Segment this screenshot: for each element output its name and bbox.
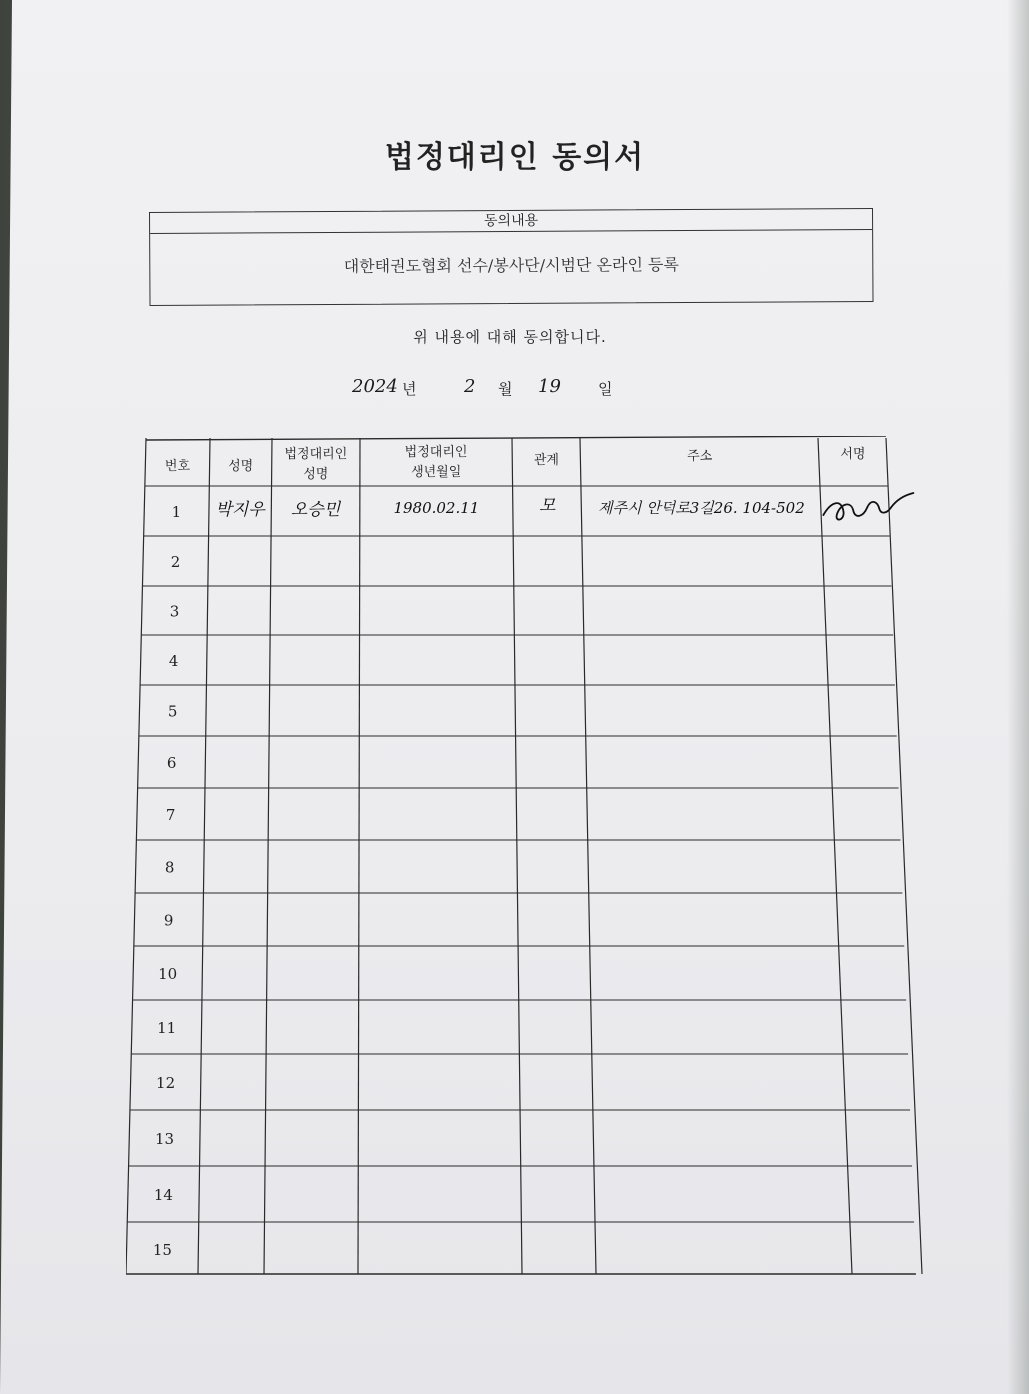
document-title: 법정대리인 동의서 [384,140,646,175]
table-rule [358,438,360,1274]
row-relation: 모 [539,496,556,516]
row-student-name: 박지우 [215,500,265,520]
row-guardian-name: 오승민 [290,500,341,520]
table-rule [512,438,522,1274]
consent-content-box [149,208,874,306]
header-guardian-name-line2: 성명 [303,467,329,482]
row-number: 7 [165,806,176,824]
row-number: 11 [157,1019,177,1037]
header-relation: 관계 [533,453,559,468]
row-address: 제주시 안덕로3길26. 104-502 [598,499,805,517]
guardian-table [126,436,926,1276]
header-guardian-name-line1: 법정대리인 [284,447,348,462]
row-number: 13 [154,1130,175,1148]
guardian-table-grid [126,436,926,1276]
row-signature-mark [823,493,913,520]
row-number: 4 [168,652,179,670]
row-number: 8 [164,858,175,877]
date-month-unit: 월 [498,380,513,398]
table-rule [146,436,886,440]
header-number: 번호 [164,459,191,474]
table-rule [818,438,852,1274]
row-number: 15 [152,1241,172,1259]
header-signature: 서명 [840,447,866,462]
table-rule [126,438,146,1274]
row-number: 5 [167,702,178,721]
date-day: 19 [538,376,561,397]
date-month: 2 [464,376,476,397]
table-rule [198,438,210,1274]
row-number: 6 [166,754,177,772]
row-number: 10 [158,965,178,983]
date-year-unit: 년 [402,380,417,398]
consent-content: 대한태권도협회 선수/봉사단/시범단 온라인 등록 [343,255,679,276]
row-number: 14 [153,1186,173,1204]
row-number: 9 [163,911,174,930]
date-year: 2024 [352,376,398,397]
consent-header: 동의내용 [150,209,872,234]
date-line [340,372,660,408]
agreement-statement: 위 내용에 대해 동의합니다. [413,328,607,346]
table-rule [580,438,596,1274]
date-day-unit: 일 [598,380,613,398]
header-name: 성명 [228,459,254,474]
row-number: 2 [170,553,181,571]
table-rule [264,438,272,1274]
row-number: 12 [156,1074,176,1092]
row-guardian-birth: 1980.02.11 [393,499,480,517]
paper-edge-shadow [1007,0,1029,1394]
row-number: 1 [171,503,182,521]
table-rule [886,438,922,1274]
header-address: 주소 [687,449,713,464]
header-guardian-birth-line1: 법정대리인 [404,445,468,460]
header-guardian-birth-line2: 생년월일 [411,465,462,480]
row-number: 3 [169,602,180,621]
